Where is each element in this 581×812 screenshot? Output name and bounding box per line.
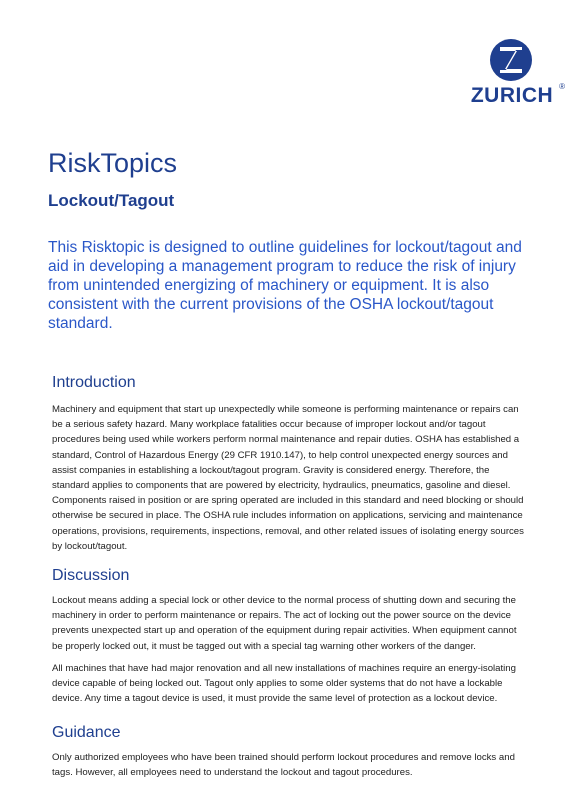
zurich-logo: [457, 38, 567, 118]
introduction-heading: Introduction: [52, 374, 136, 391]
page-subtitle: Lockout/Tagout: [48, 191, 175, 210]
discussion-paragraph-1: Lockout means adding a special lock or other device to the normal process of shutting down and securing the machinery in order to perform maintenance or repairs. The act of locking out the power source on the device prevents unexpected start up and operation of the equipment during repair activities. When equipment cannot be properly locked out, it must be tagged out with a special tag warning other workers of the danger.: [52, 595, 517, 652]
page-title: RiskTopics: [48, 148, 178, 178]
zurich-z-logo-icon: [489, 38, 533, 82]
discussion-paragraph-2: All machines that have had major renovation and all new installations of machines require an energy-isolating device capable of being locked out. Tagout only applies to some older systems that do not have a lockable device. Any time a tagout device is used, it must provide the same level of protection as a lockout device.: [52, 663, 516, 705]
lead-paragraph: This Risktopic is designed to outline guidelines for lockout/tagout and aid in developing a management program to reduce the risk of injury from unintended energizing of machinery or equipment. It is also consistent with the current provisions of the OSHA lockout/tagout standard.: [48, 239, 522, 332]
discussion-heading: Discussion: [52, 567, 130, 584]
logo-wordmark: ZURICH: [470, 84, 554, 107]
guidance-paragraph: Only authorized employees who have been trained should perform lockout procedures and remove locks and tags. However, all employees need to understand the lockout and tagout procedures.: [52, 752, 515, 779]
introduction-paragraph: Machinery and equipment that start up unexpectedly while someone is performing maintenance or repairs can be a serious safety hazard. Many workplace fatalities occur because of improper lockout and/or tagout procedures being used while workers perform normal maintenance and repair duties. OSHA has established a standard, Control of Hazardous Energy (29 CFR 1910.147), to help control unexpected energy sources and assist companies in establishing a lockout/tagout program. Gravity is considered energy. Therefore, the standard applies to components that are powered by electricity, hydraulics, pneumatics, gasoline and diesel. Components raised in position or are spring operated are included in this standard and need blocking or should otherwise be secured in place. The OSHA rule includes information on applications, servicing and maintenance operations, provisions, requirements, inspections, removal, and other related issues of isolating energy sources by lockout/tagout.: [52, 404, 524, 552]
guidance-heading: Guidance: [52, 724, 121, 741]
registered-mark: ®: [559, 82, 565, 91]
